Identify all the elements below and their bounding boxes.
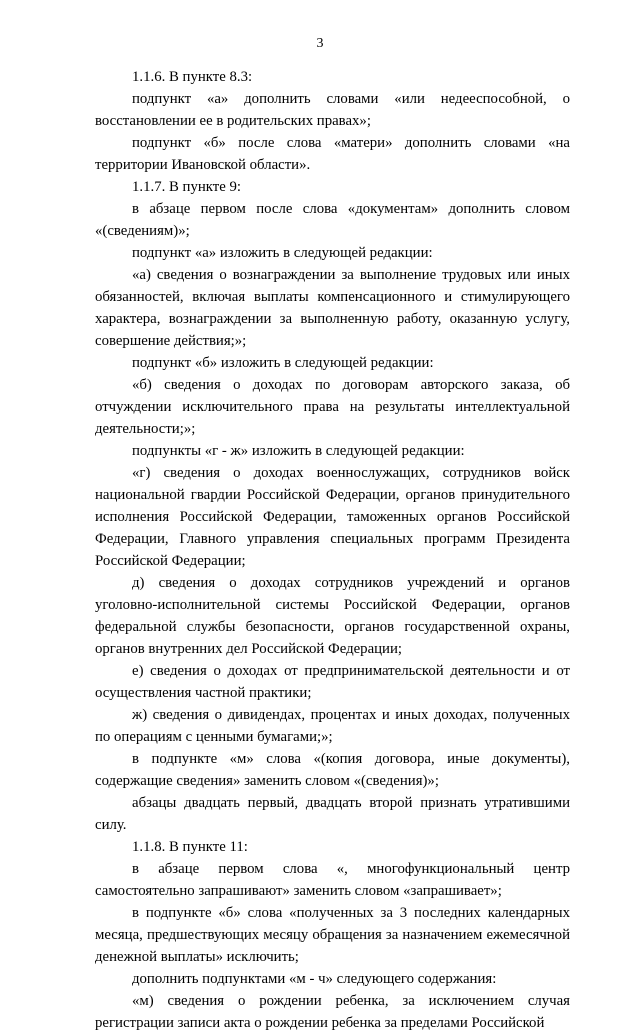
text-line: подпункт «б» после слова «матери» дополнить словами «на bbox=[132, 135, 570, 151]
paragraph bbox=[95, 858, 570, 902]
text-line: «м) сведения о рождении ребенка, за исключением случая bbox=[132, 993, 570, 1009]
text-line: подпункт «б» изложить в следующей редакции: bbox=[132, 355, 434, 371]
text-line: подпункт «а» дополнить словами «или недееспособной, о bbox=[132, 91, 570, 107]
paragraph bbox=[95, 704, 570, 748]
paragraph bbox=[95, 462, 570, 572]
paragraph bbox=[95, 198, 570, 242]
text-line: абзацы двадцать первый, двадцать второй признать утратившими bbox=[132, 795, 570, 811]
paragraph bbox=[95, 968, 570, 990]
paragraph bbox=[95, 242, 570, 264]
text-line: 1.1.7. В пункте 9: bbox=[132, 179, 242, 195]
text-line: в подпункте «б» слова «полученных за 3 последних календарных bbox=[132, 905, 570, 921]
text-line: подпункт «а» изложить в следующей редакции: bbox=[132, 245, 433, 261]
text-line: национальной гвардии Российской Федерации, органов принудительного bbox=[95, 487, 570, 503]
paragraph bbox=[95, 264, 570, 352]
text-line: дополнить подпунктами «м - ч» следующего содержания: bbox=[132, 971, 497, 987]
paragraph bbox=[95, 792, 570, 836]
text-line: месяца, предшествующих месяцу обращения за назначением ежемесячной bbox=[95, 927, 570, 943]
text-line: «б) сведения о доходах по договорам авторского заказа, об bbox=[132, 377, 570, 393]
text-line: территории Ивановской области». bbox=[95, 157, 311, 173]
text-line: в подпункте «м» слова «(копия договора, иные документы), bbox=[132, 751, 570, 767]
paragraph bbox=[95, 374, 570, 440]
document-body bbox=[95, 66, 570, 1034]
text-line: 1.1.8. В пункте 11: bbox=[132, 839, 248, 855]
text-line: «г) сведения о доходах военнослужащих, сотрудников войск bbox=[132, 465, 570, 481]
text-line: по операциям с ценными бумагами;»; bbox=[95, 729, 333, 745]
text-line: отчуждении исключительного права на результаты интеллектуальной bbox=[95, 399, 570, 415]
text-line: 1.1.6. В пункте 8.3: bbox=[132, 69, 253, 85]
text-line: Российской Федерации; bbox=[95, 553, 246, 569]
text-line: содержащие сведения» заменить словом «(сведения)»; bbox=[95, 773, 439, 789]
text-line: органов внутренних дел Российской Федерации; bbox=[95, 641, 402, 657]
text-line: «(сведениям)»; bbox=[95, 223, 190, 239]
paragraph bbox=[95, 990, 570, 1034]
text-line: в абзаце первом слова «, многофункциональный центр bbox=[132, 861, 570, 877]
paragraph bbox=[95, 660, 570, 704]
paragraph bbox=[95, 352, 570, 374]
page-number: 3 bbox=[316, 36, 324, 51]
paragraph bbox=[95, 440, 570, 462]
text-line: е) сведения о доходах от предпринимательской деятельности и от bbox=[132, 663, 570, 679]
paragraph bbox=[95, 176, 570, 198]
paragraph bbox=[95, 572, 570, 660]
text-line: характера, вознаграждении за выполненную работу, оказанную услугу, bbox=[95, 311, 570, 327]
text-line: силу. bbox=[95, 817, 127, 833]
text-line: исполнения Российской Федерации, таможенных органов Российской bbox=[95, 509, 570, 525]
text-line: федеральной службы безопасности, органов государственной охраны, bbox=[95, 619, 570, 635]
text-line: совершение действия;»; bbox=[95, 333, 247, 349]
text-line: д) сведения о доходах сотрудников учреждений и органов bbox=[132, 575, 570, 591]
paragraph bbox=[95, 66, 570, 88]
text-line: регистрации записи акта о рождении ребенка за пределами Российской bbox=[95, 1015, 545, 1031]
paragraph bbox=[95, 748, 570, 792]
text-line: деятельности;»; bbox=[95, 421, 196, 437]
text-line: подпункты «г - ж» изложить в следующей редакции: bbox=[132, 443, 465, 459]
text-line: самостоятельно запрашивают» заменить словом «запрашивает»; bbox=[95, 883, 502, 899]
paragraph bbox=[95, 88, 570, 132]
text-line: уголовно-исполнительной системы Российской Федерации, органов bbox=[95, 597, 570, 613]
text-line: денежной выплаты» исключить; bbox=[95, 949, 299, 965]
text-line: обязанностей, включая выплаты компенсационного и стимулирующего bbox=[95, 289, 570, 305]
text-line: восстановлении ее в родительских правах»; bbox=[95, 113, 371, 129]
text-line: «а) сведения о вознаграждении за выполнение трудовых или иных bbox=[132, 267, 570, 283]
text-line: ж) сведения о дивидендах, процентах и иных доходах, полученных bbox=[132, 707, 570, 723]
paragraph bbox=[95, 836, 570, 858]
text-line: осуществления частной практики; bbox=[95, 685, 312, 701]
paragraph bbox=[95, 902, 570, 968]
text-line: Федерации, Главного управления специальных программ Президента bbox=[95, 531, 570, 547]
paragraph bbox=[95, 132, 570, 176]
text-line: в абзаце первом после слова «документам» дополнить словом bbox=[132, 201, 570, 217]
